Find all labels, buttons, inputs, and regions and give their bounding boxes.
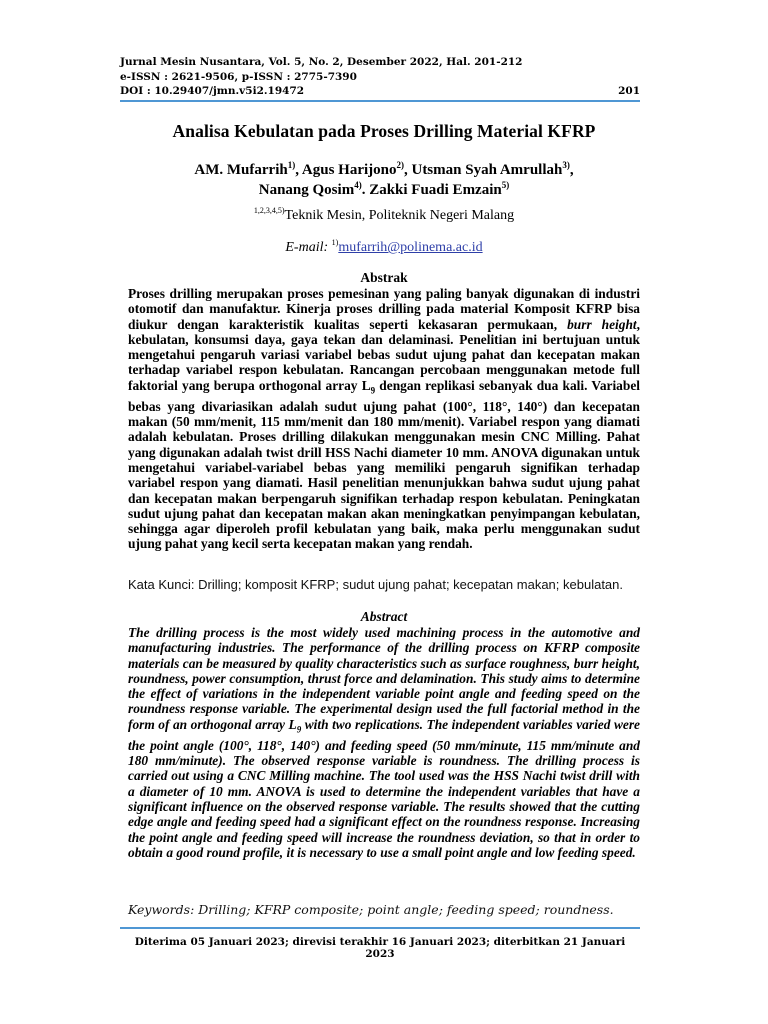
abstract-heading: Abstract bbox=[360, 609, 408, 624]
author-5: Zakki Fuadi Emzain bbox=[369, 182, 502, 198]
abstract-body bbox=[128, 625, 640, 860]
author-5-mark: 5) bbox=[501, 180, 510, 190]
abstract-text-1: The drilling process is the most widely used machining process in the automotive and manufacturing industries. The performance of the drilling process on KFRP composite materials can be measured by quality characteristics such as surface roughness, burr height, roundness, power consumption, thrust force and delamination. This study aims to determine the effect of variations in the independent variable point angle and feeding speed on the roundness response variable. The experimental design used the full factorial method in the form of an orthogonal array L bbox=[128, 625, 640, 732]
email-mark: 1) bbox=[331, 238, 339, 247]
header-rule bbox=[120, 100, 640, 102]
journal-header bbox=[120, 55, 640, 99]
journal-citation: Jurnal Mesin Nusantara, Vol. 5, No. 2, Desember 2022, Hal. 201-212 bbox=[120, 56, 523, 68]
paper-title: Analisa Kebulatan pada Proses Drilling Material KFRP bbox=[172, 121, 596, 141]
abstrak-subscript: 9 bbox=[370, 385, 376, 396]
abstrak-text-3: dengan replikasi sebanyak dua kali. Variabel bebas yang divariasikan adalah sudut ujung pahat (100°, 118°, 140°) dan kecepatan makan (50 mm/menit, 115 mm/menit dan 180 mm/menit). Variabel respon yang diamati adalah kebulatan. Proses drilling dilakukan menggunakan mesin CNC Milling. Pahat yang digunakan adalah twist drill HSS Nachi diameter 10 mm. ANOVA digunakan untuk mengetahui variabel-variabel bebas yang memiliki pengaruh signifikan terhadap variabel respon yang diamati. Hasil penelitian menunjukkan bahwa sudut ujung pahat dan kecepatan makan berpengaruh signifikan terhadap respon kebulatan. Peningkatan sudut ujung pahat dan kecepatan makan akan meningkatkan penyimpangan kebulatan, sehingga agar diperoleh profil kebulatan yang baik, maka perlu menggunakan sudut ujung pahat yang kecil serta kecepatan makan yang rendah. bbox=[128, 377, 640, 552]
affiliation bbox=[100, 208, 668, 224]
email-link[interactable]: mufarrih@polinema.ac.id bbox=[338, 240, 483, 255]
author-1-mark: 1) bbox=[287, 160, 296, 170]
abstrak-text-1: Proses drilling merupakan proses pemesinan yang paling banyak digunakan di industri otomotif dan manufaktur. Kinerja proses drilling pada material Komposit KFRP bisa diukur dengan karakteristik kualitas seperti kekasaran permukaan, bbox=[128, 286, 640, 332]
abstract-text-2: with two replications. The independent variables varied were the point angle (100°, 118°, 140°) and feeding speed (50 mm/minute, 115 mm/minute and 180 mm/minute). The observed response variable is roundness. The drilling process is carried out using a CNC Milling machine. The tool used was the HSS Nachi twist drill with a diameter of 10 mm. ANOVA is used to determine the independent variables that have a significant influence on the observed response variable. The results showed that the cutting edge angle and feeding speed had a significant effect on the roundness response. Increasing the point angle and feeding speed will increase the roundness deviation, so that in order to obtain a good round profile, it is necessary to use a small point angle and low feeding speed. bbox=[128, 716, 640, 860]
keywords: Keywords: Drilling; KFRP composite; point angle; feeding speed; roundness. bbox=[128, 902, 614, 917]
email-label: E-mail: bbox=[285, 240, 329, 255]
affiliation-text: Teknik Mesin, Politeknik Negeri Malang bbox=[284, 208, 515, 223]
author-4-mark: 4) bbox=[354, 180, 362, 190]
author-3-mark: 3) bbox=[562, 160, 570, 170]
author-list: AM. Mufarrih$^{1)}$, Agus Harijono$^{2)}$, Utsman Syah Amrullah$^{3)}$, Nanang Qosim$^{4)}$. Zakki Fuadi Emzain$^{5)}$ bbox=[194, 160, 574, 198]
received-dates: Diterima 05 Januari 2023; direvisi terakhir 16 Januari 2023; diterbitkan 21 Januari 2023 bbox=[134, 936, 626, 960]
author-2-mark: 2) bbox=[396, 160, 404, 170]
email-line bbox=[100, 240, 668, 256]
abstract-subscript: 9 bbox=[296, 724, 302, 735]
doi-line: DOI : 10.29407/jmn.v5i2.19472 bbox=[120, 85, 305, 97]
abstrak-text-2: , kebulatan, konsumsi daya, gaya tekan dan delaminasi. Penelitian ini bertujuan untuk mengetahui pengaruh variasi variabel bebas sudut ujung pahat dan kecepatan makan terhadap variabel respon kebulatan. Rancangan percobaan menggunakan metode full faktorial yang berupa orthogonal array L bbox=[128, 316, 640, 393]
affiliation-marks: 1,2,3,4,5) bbox=[253, 206, 285, 215]
issn-line: e-ISSN : 2621-9506, p-ISSN : 2775-7390 bbox=[120, 70, 357, 83]
kata-kunci: Kata Kunci: Drilling; komposit KFRP; sudut ujung pahat; kecepatan makan; kebulatan. bbox=[128, 577, 624, 592]
abstrak-body bbox=[128, 286, 640, 552]
abstrak-burr-height: burr height bbox=[567, 316, 637, 332]
author-3: Utsman Syah Amrullah bbox=[411, 162, 563, 178]
author-1: AM. Mufarrih bbox=[194, 162, 288, 178]
footer-rule bbox=[120, 927, 640, 929]
page-number: 201 bbox=[618, 85, 640, 97]
author-4: Nanang Qosim bbox=[258, 182, 355, 198]
abstrak-heading: Abstrak bbox=[360, 270, 408, 285]
author-2: Agus Harijono bbox=[301, 162, 397, 178]
